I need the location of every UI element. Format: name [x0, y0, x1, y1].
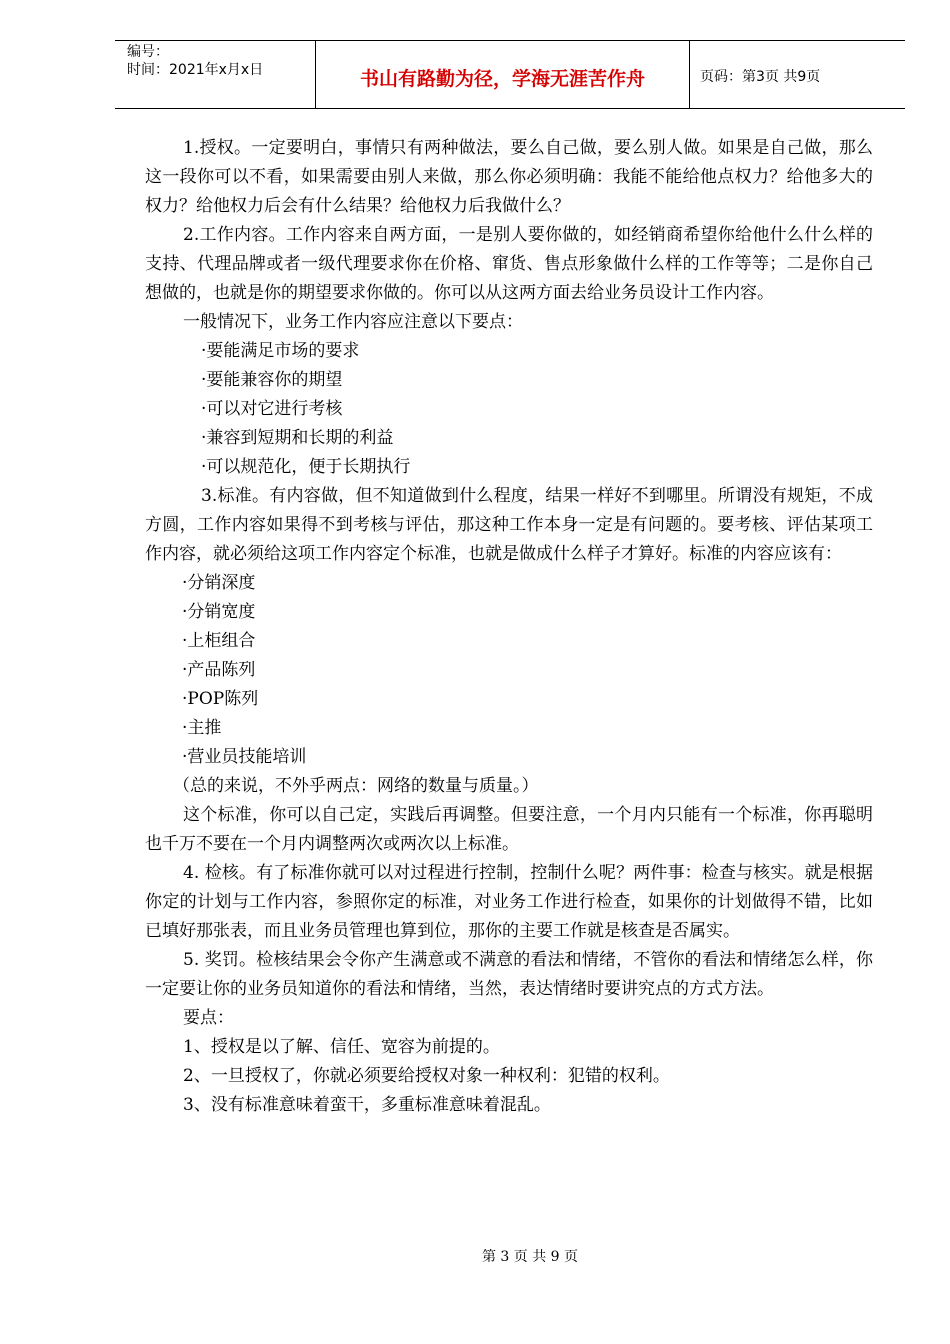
document-number-label: 编号： — [127, 44, 169, 60]
paragraph-standard-adjust: 这个标准，你可以自己定，实践后再调整。但要注意，一个月内只能有一个标准，你再聪明也千万不要在一个月内调整两次或两次以上标准。 — [145, 805, 873, 854]
page-footer: 第 3 页 共 9 页 — [481, 1249, 579, 1265]
list-item: ·分销深度 — [182, 573, 256, 593]
paragraph-standards: 3.标准。有内容做，但不知道做到什么程度，结果一样好不到哪里。所谓没有规矩，不成方圆，工作内容如果得不到考核与评估，那这种工作本身一定是有问题的。要考核、评估某项工作内容，就必须给这项工作内容定个标准，也就是做成什么样子才算好。标准的内容应该有： — [145, 486, 873, 564]
document-date: 时间：2021年x月x日 — [127, 62, 264, 78]
list-item: ·可以对它进行考核 — [201, 399, 343, 419]
list-item: ·营业员技能培训 — [182, 747, 307, 767]
key-point-item: 1、授权是以了解、信任、宽容为前提的。 — [183, 1037, 500, 1057]
key-point-item: 2、一旦授权了，你就必须要给授权对象一种权利：犯错的权利。 — [183, 1066, 670, 1086]
list-item: ·POP陈列 — [182, 689, 259, 709]
paragraph-summary-note: （总的来说，不外乎两点：网络的数量与质量。） — [173, 776, 539, 796]
paragraph-key-points-heading: 要点： — [183, 1008, 234, 1028]
key-point-item: 3、没有标准意味着蛮干，多重标准意味着混乱。 — [183, 1095, 551, 1115]
paragraph-key-points-intro: 一般情况下，业务工作内容应注意以下要点： — [183, 312, 523, 332]
document-body — [145, 134, 873, 1120]
paragraph-check: 4. 检核。有了标准你就可以对过程进行控制，控制什么呢？两件事：检查与核实。就是根据你定的计划与工作内容，参照你定的标准，对业务工作进行检查，如果你的计划做得不错，比如已填好那张表，而且业务员管理也算到位，那你的主要工作就是核查是否属实。 — [145, 863, 873, 941]
page-header — [115, 40, 905, 109]
list-item: ·上柜组合 — [182, 631, 256, 651]
paragraph-reward-punish: 5. 奖罚。检核结果会令你产生满意或不满意的看法和情绪，不管你的看法和情绪怎么样，你一定要让你的业务员知道你的看法和情绪，当然，表达情绪时要讲究点的方式方法。 — [145, 950, 873, 999]
header-motto: 书山有路勤为径，学海无涯苦作舟 — [316, 41, 690, 108]
header-page-info: 页码：第3页 共9页 — [700, 68, 821, 85]
list-item: ·可以规范化，便于长期执行 — [201, 457, 411, 477]
list-item: ·分销宽度 — [182, 602, 256, 622]
header-meta — [115, 41, 316, 108]
paragraph-authorization: 1.授权。一定要明白，事情只有两种做法，要么自己做，要么别人做。如果是自己做，那么这一段你可以不看，如果需要由别人来做，那么你必须明确：我能不能给他点权力？给他多大的权力？给他权力后会有什么结果？给他权力后我做什么？ — [145, 138, 873, 216]
list-item: ·产品陈列 — [182, 660, 256, 680]
list-item: ·主推 — [182, 718, 222, 738]
list-item: ·要能满足市场的要求 — [201, 341, 360, 361]
list-item: ·兼容到短期和长期的利益 — [201, 428, 394, 448]
list-item: ·要能兼容你的期望 — [201, 370, 343, 390]
paragraph-work-content: 2.工作内容。工作内容来自两方面，一是别人要你做的，如经销商希望你给他什么什么样的支持、代理品牌或者一级代理要求你在价格、窜货、售点形象做什么样的工作等等；二是你自己想做的，也就是你的期望要求你做的。你可以从这两方面去给业务员设计工作内容。 — [145, 225, 873, 303]
